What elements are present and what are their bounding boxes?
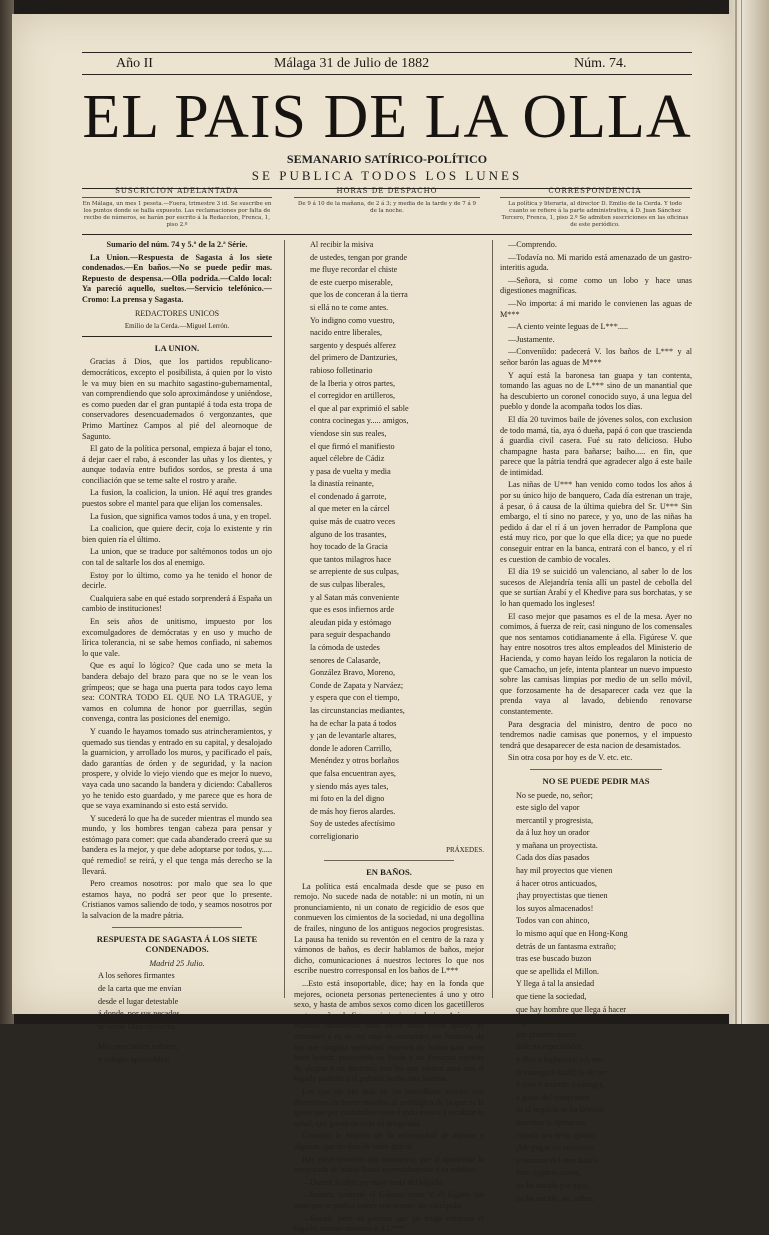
verse-line: que es esos infiernos arde bbox=[310, 605, 395, 615]
editors-names: Emilio de la Cerda.—Miguel Lerrón. bbox=[124, 322, 230, 331]
verse-line: sargento y después alferez bbox=[310, 340, 397, 350]
sagasta-verse bbox=[294, 240, 484, 843]
response-verse: A los señores firmantes bbox=[98, 971, 175, 981]
union-paragraph: El gato de la política personal, empieza á bajar el tono, á dejar caer el rabo, á esconder las uñas y los dientes, y aunque todavía entre bufidos sordos, se presta á una conciliación que se teme salte el rostro y arañe. bbox=[82, 444, 272, 485]
verse-line: este siglo del vapor bbox=[516, 803, 580, 813]
verse-line: nacido entre liberales, bbox=[310, 328, 383, 338]
verse-line: y al Satan más conveniente bbox=[310, 592, 400, 602]
baths-paragraph: —Señora, contestó el Galeno: tiene V. el hígado tan sano que se podría comer con tomate sin escrúpulo. bbox=[294, 1190, 484, 1210]
verse-line: Sale un especulador bbox=[516, 1042, 582, 1052]
verse-line: Todos van con ahinco, bbox=[516, 916, 590, 926]
verse-line: Este negocio suyas, bbox=[516, 1168, 581, 1178]
subscription-box bbox=[82, 188, 272, 228]
verse-line: donde le adoren Carrillo, bbox=[310, 743, 392, 753]
union-paragraph: Cualquiera sabe en qué estado sorprenderá á España un cambio de instituciones! bbox=[82, 593, 272, 614]
response-verse: Mis apreciables señores, bbox=[98, 1042, 179, 1052]
verse-line: González Bravo, Moreno, bbox=[310, 668, 396, 678]
editors-heading: REDACTORES UNICOS bbox=[134, 308, 220, 318]
issue-year: Año II bbox=[116, 56, 153, 71]
verse-line: Si el negocio se ha llevado bbox=[516, 1105, 604, 1115]
baths-continued: —A ciento veinte leguas de L***..... bbox=[508, 322, 629, 332]
newspaper-page bbox=[12, 14, 734, 1234]
verse-line: quise más de cuatro veces bbox=[310, 517, 396, 527]
verse-line: Menéndez y otros borlaños bbox=[310, 756, 399, 766]
verse-line: lo mismo aquí que en Hong-Kong bbox=[516, 929, 628, 939]
response-verse bbox=[82, 1034, 272, 1040]
verse-line: mi foto en la del digno bbox=[310, 794, 385, 804]
baths-paragraph: —Bueno, pero es preciso que yo tenga enfermo el hígado, porque necesito ir á L*** bbox=[294, 1213, 484, 1234]
verse-line: y espera que con el tiempo, bbox=[310, 693, 400, 703]
verse-line: y mañana un proyectista. bbox=[516, 840, 598, 850]
summary-heading: Sumario del núm. 74 y 5.º de la 2.ª Série. bbox=[106, 240, 248, 249]
baths-continued: Y aquí está la baronesa tan guapa y tan contenta, tomando las aguas no de L*** sino de un manantial que ha descubierto un coronel conocido suyo, á una legua del pueblo y donde la acompaña todos los días. bbox=[500, 370, 692, 412]
masthead-title: EL PAIS DE LA OLLA bbox=[82, 83, 692, 151]
verse-line: Y llega á tal la ansiedad bbox=[516, 979, 595, 989]
verse-line: Conde de Zapata y Narváez; bbox=[310, 680, 404, 690]
correspondence-text: La política y literaria, al director D. Emilio de la Cerda. Y todo cuanto se refiere á la parte administrativa, á D. Juan Sánchez Tercero, Frenca, 1, piso 2.º Se admiten suscriciones en las oficinas de este periódico. bbox=[501, 201, 689, 228]
response-verse: y colegas apreciables: bbox=[98, 1054, 170, 1064]
verse-line: me fluye recordar el chiste bbox=[310, 265, 398, 275]
union-paragraph: La union, que se traduce por saltémonos todos un ojo con tal de saltarle los dos al enemigo. bbox=[82, 547, 272, 568]
verse-line: y ¡an de levantarle altares, bbox=[310, 731, 397, 741]
verse-line: y siendo más ayes tales, bbox=[310, 781, 389, 791]
page-content bbox=[82, 14, 692, 1234]
verse-line: Cada dos días pasados bbox=[516, 853, 590, 863]
subscription-heading: SUSCRICION ADELANTADA bbox=[82, 188, 272, 198]
verse-line: alguno de los trasantes, bbox=[310, 529, 387, 539]
verse-line: al que meter en la cárcel bbox=[310, 504, 390, 514]
verse-line: víendose sin sus reales, bbox=[310, 428, 387, 438]
info-bar bbox=[82, 188, 692, 230]
correspondence-box bbox=[500, 188, 690, 228]
separator bbox=[324, 860, 454, 861]
verse-line: ha de echar la pata á todos bbox=[310, 718, 397, 728]
baths-paragraph: —Doctor le dijo: yo estoy mala del hígado. bbox=[302, 1177, 444, 1187]
union-paragraph: Y sucederá lo que ha de suceder mientras el mundo sea mundo, y los hombres tengan cabeza para pensar y estómago para comer: que cada abanderado creerá que su bandera es la mejor, y que debe adoptarse por todos, y..... qué remedio! se reirá, y el que tenga más derecho se la llevará. bbox=[82, 813, 272, 876]
verse-line: de sus culpas liberales, bbox=[310, 580, 386, 590]
column-rule bbox=[284, 240, 285, 998]
union-paragraph: Gracias á Dios, que los partidos republicano-democráticos, excepto el posibilista, á quien por lo visto le va muy bien en su machito sagastino-gubernamental, van comprendiendo que solo aproximándose y uniéndose, es como pueden dar el gran puntapié á toda esta tropa de conservadores desencuadernados ó vergonzantes, que Primo Martínez Campos al pié del aleornoque de Sagunto. bbox=[82, 357, 272, 441]
cannot-ask-heading: NO SE PUEDE PEDIR MAS bbox=[542, 775, 650, 786]
verse-line: ¡hay proyectistas que tienen bbox=[516, 891, 608, 901]
verse-line: rabioso folletinario bbox=[310, 365, 373, 375]
verse-line: á gusto del comprador. bbox=[516, 1092, 591, 1102]
verse-line: el que firmó el manifiesto bbox=[310, 441, 395, 451]
verse-line: senores de Calasarde, bbox=[310, 655, 381, 665]
baths-continued: —Justamente. bbox=[508, 334, 555, 344]
verse-line: alguna barbaridad bbox=[516, 1017, 575, 1027]
verse-line: da á luz hoy un orador bbox=[516, 828, 590, 838]
baths-continued: Sin otra cosa por hoy es de V. etc. etc. bbox=[508, 753, 633, 763]
column-3 bbox=[500, 240, 692, 1203]
separator bbox=[82, 336, 272, 337]
verse-line: si ellá no te come antes. bbox=[310, 302, 389, 312]
verse-line: que los de conceran á la tierra bbox=[310, 290, 408, 300]
response-dateline: Madrid 25 Julio. bbox=[149, 958, 205, 968]
baths-continued: Para desgracia del ministro, dentro de poco no tendremos nadie camisas que ponernos, y el impuesto tendrá que desaparecer de esta nacion de desamistados. bbox=[500, 719, 692, 750]
verse-line: de la Iberia y otros partes, bbox=[310, 378, 396, 388]
correspondence-heading: CORRESPONDENCIA bbox=[500, 188, 690, 198]
baths-paragraph: Los que no vio más en las inmediatas estado, nos divertimos en hacer estudios al nostálgico de la que es la gente que por costumbre viene á todo menos á recobrar la salud, que gozan en toda su integridad. bbox=[294, 1086, 484, 1128]
baths-continued: —Todavía no. Mi marido está amenazado de un gastro-interitis aguda. bbox=[500, 252, 692, 273]
verse-line: Soy de ustedes afectísimo bbox=[310, 819, 395, 829]
verse-line: el condenado á garrote, bbox=[310, 491, 387, 501]
union-paragraph: La coalicion, que quiere decir, coja lo existente y rin bien quien ría el último. bbox=[82, 524, 272, 544]
verse-signature: PRÁXEDES. bbox=[446, 845, 484, 854]
union-paragraph: La fusion, la coalicion, la union. Hé aquí tres grandes puestos sobre el mantel para que elijan los comensales. bbox=[82, 488, 272, 509]
column-2 bbox=[294, 240, 484, 1234]
verse-line: por poderlo mocer. bbox=[516, 1029, 579, 1039]
baths-paragraph: Conozco la historia de la enfermedad de alguno y algunas, que no deja de tener gracia. bbox=[294, 1131, 484, 1151]
verse-line: correligionario bbox=[310, 831, 359, 841]
baths-continued: —Señora, si come como un lobo y hace unas digestiones magníficas. bbox=[500, 275, 692, 296]
verse-line: que falsa encuentran ayes, bbox=[310, 768, 396, 778]
verse-line: la dinastía reinante, bbox=[310, 479, 374, 489]
info-rule-bottom bbox=[82, 234, 692, 235]
cannot-ask-verse bbox=[500, 791, 692, 1205]
verse-line: se arrepiente de sus culpas, bbox=[310, 567, 399, 577]
separator bbox=[530, 769, 662, 770]
page-edges bbox=[729, 0, 769, 1024]
column-rule bbox=[492, 240, 493, 998]
verse-line: á hacer otros anticuados, bbox=[516, 878, 597, 888]
union-paragraph: Estoy por lo último, como ya he tenido el honor de decirle. bbox=[82, 570, 272, 591]
top-rule bbox=[82, 52, 692, 53]
verse-line: aleudan pida y estómago bbox=[310, 617, 392, 627]
verse-line: del primero de Dantzuries, bbox=[310, 353, 398, 363]
verse-line: que hay hombre que llega á hacer bbox=[516, 1004, 627, 1014]
baths-continued: —Comprendo. bbox=[508, 240, 557, 249]
verse-line: tras ese buscado buzon bbox=[516, 954, 592, 964]
verse-line: aquel célebre de Cádiz bbox=[310, 454, 385, 464]
response-verse: de la carta que me envían bbox=[98, 984, 182, 993]
issue-number: Núm. 74. bbox=[574, 56, 627, 71]
baths-paragraph: Hay entre nosotros una baronesita, que al aproximar la temporada de baños llamó reservadamente á su médico. bbox=[294, 1154, 484, 1175]
column-1 bbox=[82, 240, 272, 1064]
union-paragraph: Que es aquí lo lógico? Que cada uno se meta la bandera debajo del brazo para que no se le vean los grímpeos; que se haga una puerta para todos cayo lema sea: CONTRA TODO EL QUE NO LA TRAGUE, y vamos en columna de honor por guerrillas, según convenga, contra las posiciones del enemigo. bbox=[82, 661, 272, 724]
verse-line: que tantos milagros hace bbox=[310, 554, 392, 564]
union-paragraph: La fusion, que significa vamos todos á una, y en tropel. bbox=[90, 511, 272, 521]
union-paragraph: Y cuando le hayamos tomado sus atrincheramientos, y quemado sus tiendas y entrado en su capital, y desalojado la guarnicion, y arrollado los muros, y pacificado el país, dado garantías de órden y de seguridad, y la nacion prospere, y olvide lo viejo viendo que es mejor lo nuevo, vaya cada uno sacando la bandera y diciendo: Caballeros yo he tenido esto guardado, y me parece que es hora de que se vaya examinando si esto está servido. bbox=[82, 726, 272, 811]
subscription-text: En Málaga, un mes 1 peseta.—Fuera, trimestre 3 id. Se suscribe en los puntos donde se halla expuesto. Las reclamaciones por falta de recibo de números, se harán por escrito á la Redaccion, Frenca, 1, piso 2.º bbox=[82, 201, 272, 228]
verse-line: no ha nacido por aquí, bbox=[516, 1180, 589, 1190]
verse-line: no ha nacido, no, señor, bbox=[516, 1193, 594, 1203]
verse-line: las circunstancias mediantes, bbox=[310, 705, 405, 715]
response-verse: se sirvió Dios enviarles. bbox=[98, 1021, 177, 1031]
verse-line: que se apellida el Millon. bbox=[516, 966, 599, 976]
verse-line: Yo indigno como vuestro, bbox=[310, 315, 395, 325]
verse-line: mercantil y progresista, bbox=[516, 815, 594, 825]
union-paragraph: En seis años de unitismo, impuesto por los excomulgadores de demócratas y en uso y mucho de lírica tolerancia, ni se sabe hemos confiado, ni sabemos lo que vale. bbox=[82, 617, 272, 658]
verse-line: ¡Me pagas mi comision, bbox=[516, 1143, 596, 1153]
verse-line: de más hoy fieros alardes. bbox=[310, 806, 396, 816]
verse-line: que tiene la sociedad, bbox=[516, 992, 587, 1001]
baths-continued: —Conveníido: padecerá V. los baños de L*** y al señor barón las aguas de M*** bbox=[500, 347, 692, 367]
baths-continued: El caso mejor que pasamos es el de la mesa. Ayer no comimos, á fuerza de reír, casi ninguno de los comensales que nos sentamos cotidianamente á ella. Figúrese V. que hay entre nosotros tres altos empleados del Ministerio de Hacienda, y como hayan leído los regalaron la noticia de que Camacho, un jefe, intenta plantear un nuevo impuesto sobre las camisas limpias por medio de un sello móvil, que forzosamente ha de desaparecer cada vez que la prenda vaya al lavado, debiendo renovarse constantemente. bbox=[500, 611, 692, 716]
verse-line: de este cuerpo miserable, bbox=[310, 277, 393, 287]
hours-heading: HORAS DE DESPACHO bbox=[294, 188, 480, 198]
baths-continued: —No importa: á mi marido le convienen las aguas de M*** bbox=[500, 298, 692, 319]
verse-line: y pasa de vuelta y media bbox=[310, 466, 391, 476]
verse-line: cuando sea de tu agrado, bbox=[516, 1130, 597, 1140]
verse-line: y dice á Inglaterra: «A ver: bbox=[516, 1054, 604, 1064]
separator bbox=[112, 927, 242, 928]
union-heading: LA UNION. bbox=[154, 342, 200, 353]
baths-paragraph: La política está encalmada desde que se puso en remojo. No sucede nada de notable: ni un motín, ni un pronunciamiento, ni un conato de regicidio de esos que conmueven los cimientos de la sociedad, ni una degollina de frailes, ninguno de los antiguos negocios progresistas. La pausa ha tenido su reventón en el centro de la raza y vámonos de baños, es decir hablamos de baños, mejor dicho, comunicaciones á nuestros lectores lo que nos escribe nuestro corresponsal en los baños de L*** bbox=[294, 881, 484, 976]
baths-heading: EN BAÑOS. bbox=[366, 867, 412, 878]
hours-text: De 9 á 10 de la mañana, de 2 á 3; y media de la tarde y de 7 á 9 de la noche. bbox=[297, 201, 477, 214]
verse-line: contra cocinegas y..... amigos, bbox=[310, 416, 409, 426]
verse-line: No se puede, no, señor; bbox=[516, 790, 593, 800]
baths-continued: Las niñas de U*** han venido como todos los años á por su único hijo de banquero, Cada día estrenan un traje, á pesar, ó á causa de la última quiebra del Sr. U*** Sin embargo, el tí sino no parece, y yo, uno de las niñas ha pedido á dar el rí á un joven herrador de Pamplona que está muy rico, por que lo que ella dice; ya que no puede conseguir entrar en la banca, entrará con el banco, y el rí es cuestion de cambio de vocales. bbox=[500, 480, 692, 564]
verse-line: los suyos almacenados! bbox=[516, 903, 594, 913]
verse-line: hoy tocado de la Gracia bbox=[310, 542, 388, 552]
verse-line: y estamos del otro lado!» bbox=[516, 1155, 599, 1165]
union-paragraph: Pero creamos nosotros: por malo que sea lo que estamos haya, no podrá ser peor que lo presente. Cristianos vamos saliendo de todo, y seamos nosotros por la salvacion de la madre pátria. bbox=[82, 879, 272, 921]
summary-text: La Union.—Respuesta de Sagasta á los siete condenados.—En baños.—No se puede pedir mas. Repuesto de despensa.—Olla podrida.—Caldo local: Ya pareció aquello, sueltos.—Servicio telefónico.—Cromo: La prensa y Sagasta. bbox=[82, 252, 272, 304]
masthead-subtitle: SEMANARIO SATÍRICO-POLÍTICO bbox=[286, 152, 488, 166]
verse-line: el corregidor en artilleros, bbox=[310, 391, 396, 401]
verse-line: hay mil proyectos que vienen bbox=[516, 866, 613, 876]
meta-rule bbox=[82, 74, 692, 75]
hours-box bbox=[294, 188, 480, 228]
response-verse: desde el lugar detestable bbox=[98, 996, 179, 1006]
masthead-schedule: SE PUBLICA TODOS LOS LUNES bbox=[251, 168, 523, 183]
verse-line: el que al par exprimió el sable bbox=[310, 403, 409, 413]
response-heading: RESPUESTA DE SAGASTA Á LOS SIETE CONDENADOS. bbox=[96, 933, 258, 955]
verse-line: de ustedes, tengan por grande bbox=[310, 252, 408, 262]
verse-line: la cómoda de ustedes bbox=[310, 643, 380, 652]
verse-line: Al recibir la misiva bbox=[310, 240, 374, 249]
baths-continued: El día 20 tuvimos baile de jóvenes solos, con exclusion de todo mamá, tía, aya ó dueña, papá ó con que trascienda á guardia civil casera. Fué su rato delicioso. Hubo champagne hasta para bañarse; baiho..... en fin, que parece que la pátria tendrá que agradecer algo á este baile de intimidad. bbox=[500, 414, 692, 477]
verse-line: detrás de un fantasma extraño; bbox=[516, 941, 617, 951]
baths-continued: El día 19 se suicidó un valenciano, al saber lo de los sucesos de Alejandría tenía allí un pastel de cebolla del que se surtían Arabí y el Khedive para sus borchatas, y se lo han quemado los ingleses! bbox=[500, 567, 692, 608]
verse-line: haremos la operacion bbox=[516, 1117, 587, 1127]
response-verse: á donde, por sus pecados, bbox=[98, 1009, 182, 1019]
verse-line: para seguir despachando bbox=[310, 630, 391, 640]
issue-date: Málaga 31 de Julio de 1882 bbox=[274, 56, 430, 71]
verse-line: á vivo ó muerto: á escoger, bbox=[516, 1080, 605, 1090]
verse-line: te entrego á Arabí; la de ser bbox=[516, 1067, 607, 1077]
baths-paragraph: ...Esto está insoportable, dice; hay en la fonda que mejores, ocioneta personas pertenecientes á uno y otro sexo, y hasta de ambos sexos como dicen los gacetilleros y otros señas de figura, ni siquiera inclusive. Así es que estamos durmiendo unos sobre otros (sexo aparte, se entiende) y es de ver cual se confunden los humores de los que ninguna necesidad tenemos de baños para tener buen humor, poseyendo un Pavía y un Veracruz capaces de alegrar á un doctrino, con los que vienen aquí con el hígado podrido á el pulmón hecho una lástima. bbox=[294, 979, 484, 1084]
